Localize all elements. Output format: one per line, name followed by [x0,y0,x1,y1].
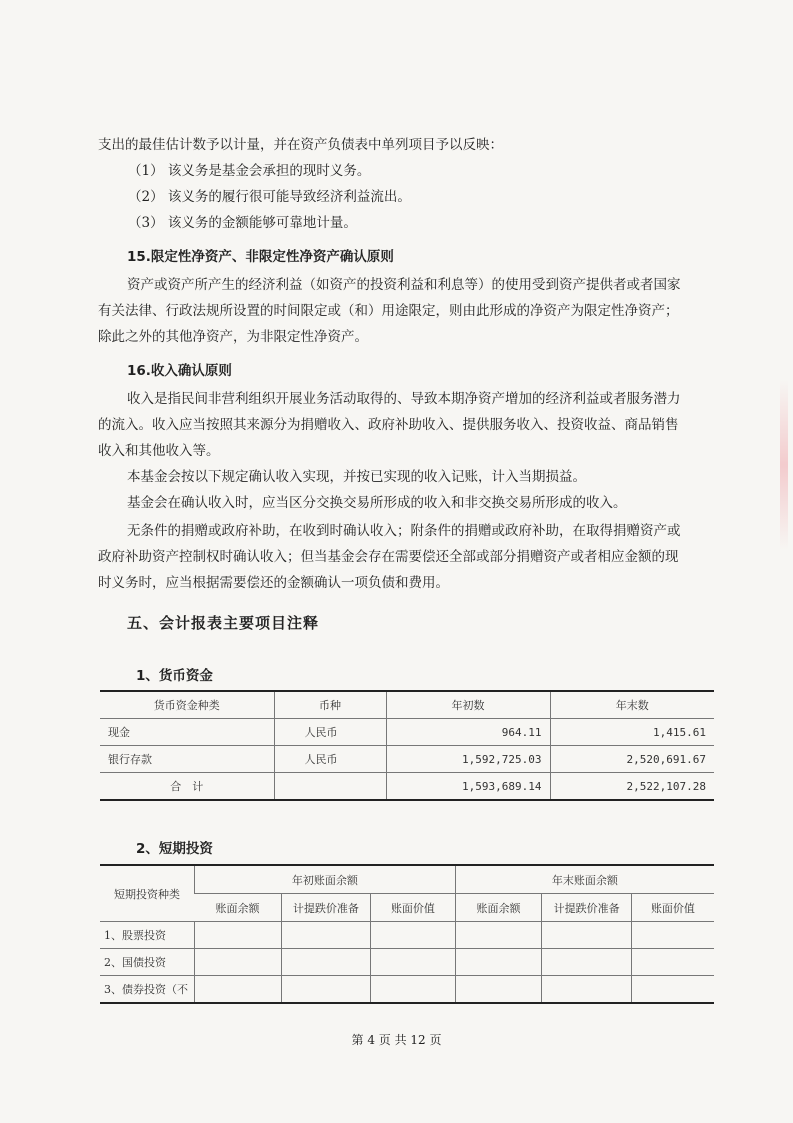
table-cell [195,922,282,949]
body-text-line: 除此之外的其他净资产，为非限定性净资产。 [98,329,368,345]
column-header: 币种 [274,691,386,719]
table-cell [281,922,371,949]
body-text-line: 政府补助资产控制权时确认收入；但当基金会存在需要偿还全部或部分捐赠资产或者相应金额的现 [98,549,679,565]
begin-amount-cell: 1,592,725.03 [386,746,550,773]
table-cell [371,976,456,1004]
column-header: 账面余额 [455,894,542,922]
column-header: 计提跌价准备 [542,894,632,922]
body-text-line: 有关法律、行政法规所设置的时间限定或（和）用途限定，则由此形成的净资产为限定性净资产； [98,303,679,319]
table-cell [281,976,371,1004]
total-label-cell: 合 计 [100,773,274,801]
table-row [100,746,714,773]
table-cell [195,976,282,1004]
body-text-line: 基金会在确认收入时，应当区分交换交易所形成的收入和非交换交易所形成的收入。 [127,495,627,511]
group-header-begin: 年初账面余额 [195,865,456,894]
table-cell [281,949,371,976]
table-row [100,949,714,976]
column-header: 账面价值 [631,894,714,922]
cash-type-cell: 现金 [100,719,274,746]
column-header: 账面余额 [195,894,282,922]
body-text-line: 支出的最佳估计数予以计量，并在资产负债表中单列项目予以反映： [98,137,503,153]
group-header-end: 年末账面余额 [455,865,714,894]
page-footer: 第 4 页 共 12 页 [351,1033,442,1047]
body-text-line: 收入是指民间非营利组织开展业务活动取得的、导致本期净资产增加的经济利益或者服务潜力 [127,391,681,407]
body-text-line: 资产或资产所产生的经济利益（如资产的投资利益和利息等）的使用受到资产提供者或者国家 [127,277,681,293]
body-text-line: 本基金会按以下规定确认收入实现，并按已实现的收入记账，计入当期损益。 [127,469,586,485]
table-cell [631,949,714,976]
investment-type-cell: 2、国债投资 [100,949,195,976]
list-item: （3） 该义务的金额能够可靠地计量。 [128,215,357,231]
end-total-cell: 2,522,107.28 [550,773,714,801]
table-cell [455,949,542,976]
table-cell [371,922,456,949]
column-header: 短期投资种类 [100,865,195,922]
table-cell [542,976,632,1004]
table-header-row [100,865,714,894]
column-header: 计提跌价准备 [281,894,371,922]
section-title: 五、会计报表主要项目注释 [127,614,320,632]
table-row [100,719,714,746]
seal-stamp-edge [780,380,788,550]
table-cell [371,949,456,976]
table-cell [455,922,542,949]
column-header: 货币资金种类 [100,691,274,719]
table-row [100,922,714,949]
column-header: 年末数 [550,691,714,719]
table-cell [542,949,632,976]
begin-total-cell: 1,593,689.14 [386,773,550,801]
body-text-line: 无条件的捐赠或政府补助，在收到时确认收入；附条件的捐赠或政府补助，在取得捐赠资产或 [127,523,681,539]
list-item: （1） 该义务是基金会承担的现时义务。 [128,163,371,179]
subsection-heading: 15.限定性净资产、非限定性净资产确认原则 [127,249,394,265]
column-header: 账面价值 [371,894,456,922]
cash-table-title: 1、货币资金 [136,668,213,684]
investment-table-title: 2、短期投资 [136,841,213,857]
table-cell [455,976,542,1004]
cash-type-cell: 银行存款 [100,746,274,773]
investment-type-cell: 3、债券投资（不 [100,976,195,1004]
subsection-heading: 16.收入确认原则 [127,363,232,379]
currency-cell: 人民币 [274,719,386,746]
currency-cell: 人民币 [274,746,386,773]
investment-type-cell: 1、股票投资 [100,922,195,949]
table-row [100,976,714,1004]
end-amount-cell: 2,520,691.67 [550,746,714,773]
currency-cell [274,773,386,801]
body-text-line: 收入和其他收入等。 [98,443,220,459]
begin-amount-cell: 964.11 [386,719,550,746]
investment-table [100,864,714,1004]
body-text-line: 的流入。收入应当按照其来源分为捐赠收入、政府补助收入、提供服务收入、投资收益、商品销售 [98,417,679,433]
column-header: 年初数 [386,691,550,719]
table-cell [542,922,632,949]
table-cell [195,949,282,976]
body-text-line: 时义务时，应当根据需要偿还的金额确认一项负债和费用。 [98,575,449,591]
end-amount-cell: 1,415.61 [550,719,714,746]
list-item: （2） 该义务的履行很可能导致经济利益流出。 [128,189,411,205]
table-cell [631,922,714,949]
table-header-row [100,691,714,719]
table-total-row [100,773,714,801]
cash-table [100,690,714,801]
table-cell [631,976,714,1004]
